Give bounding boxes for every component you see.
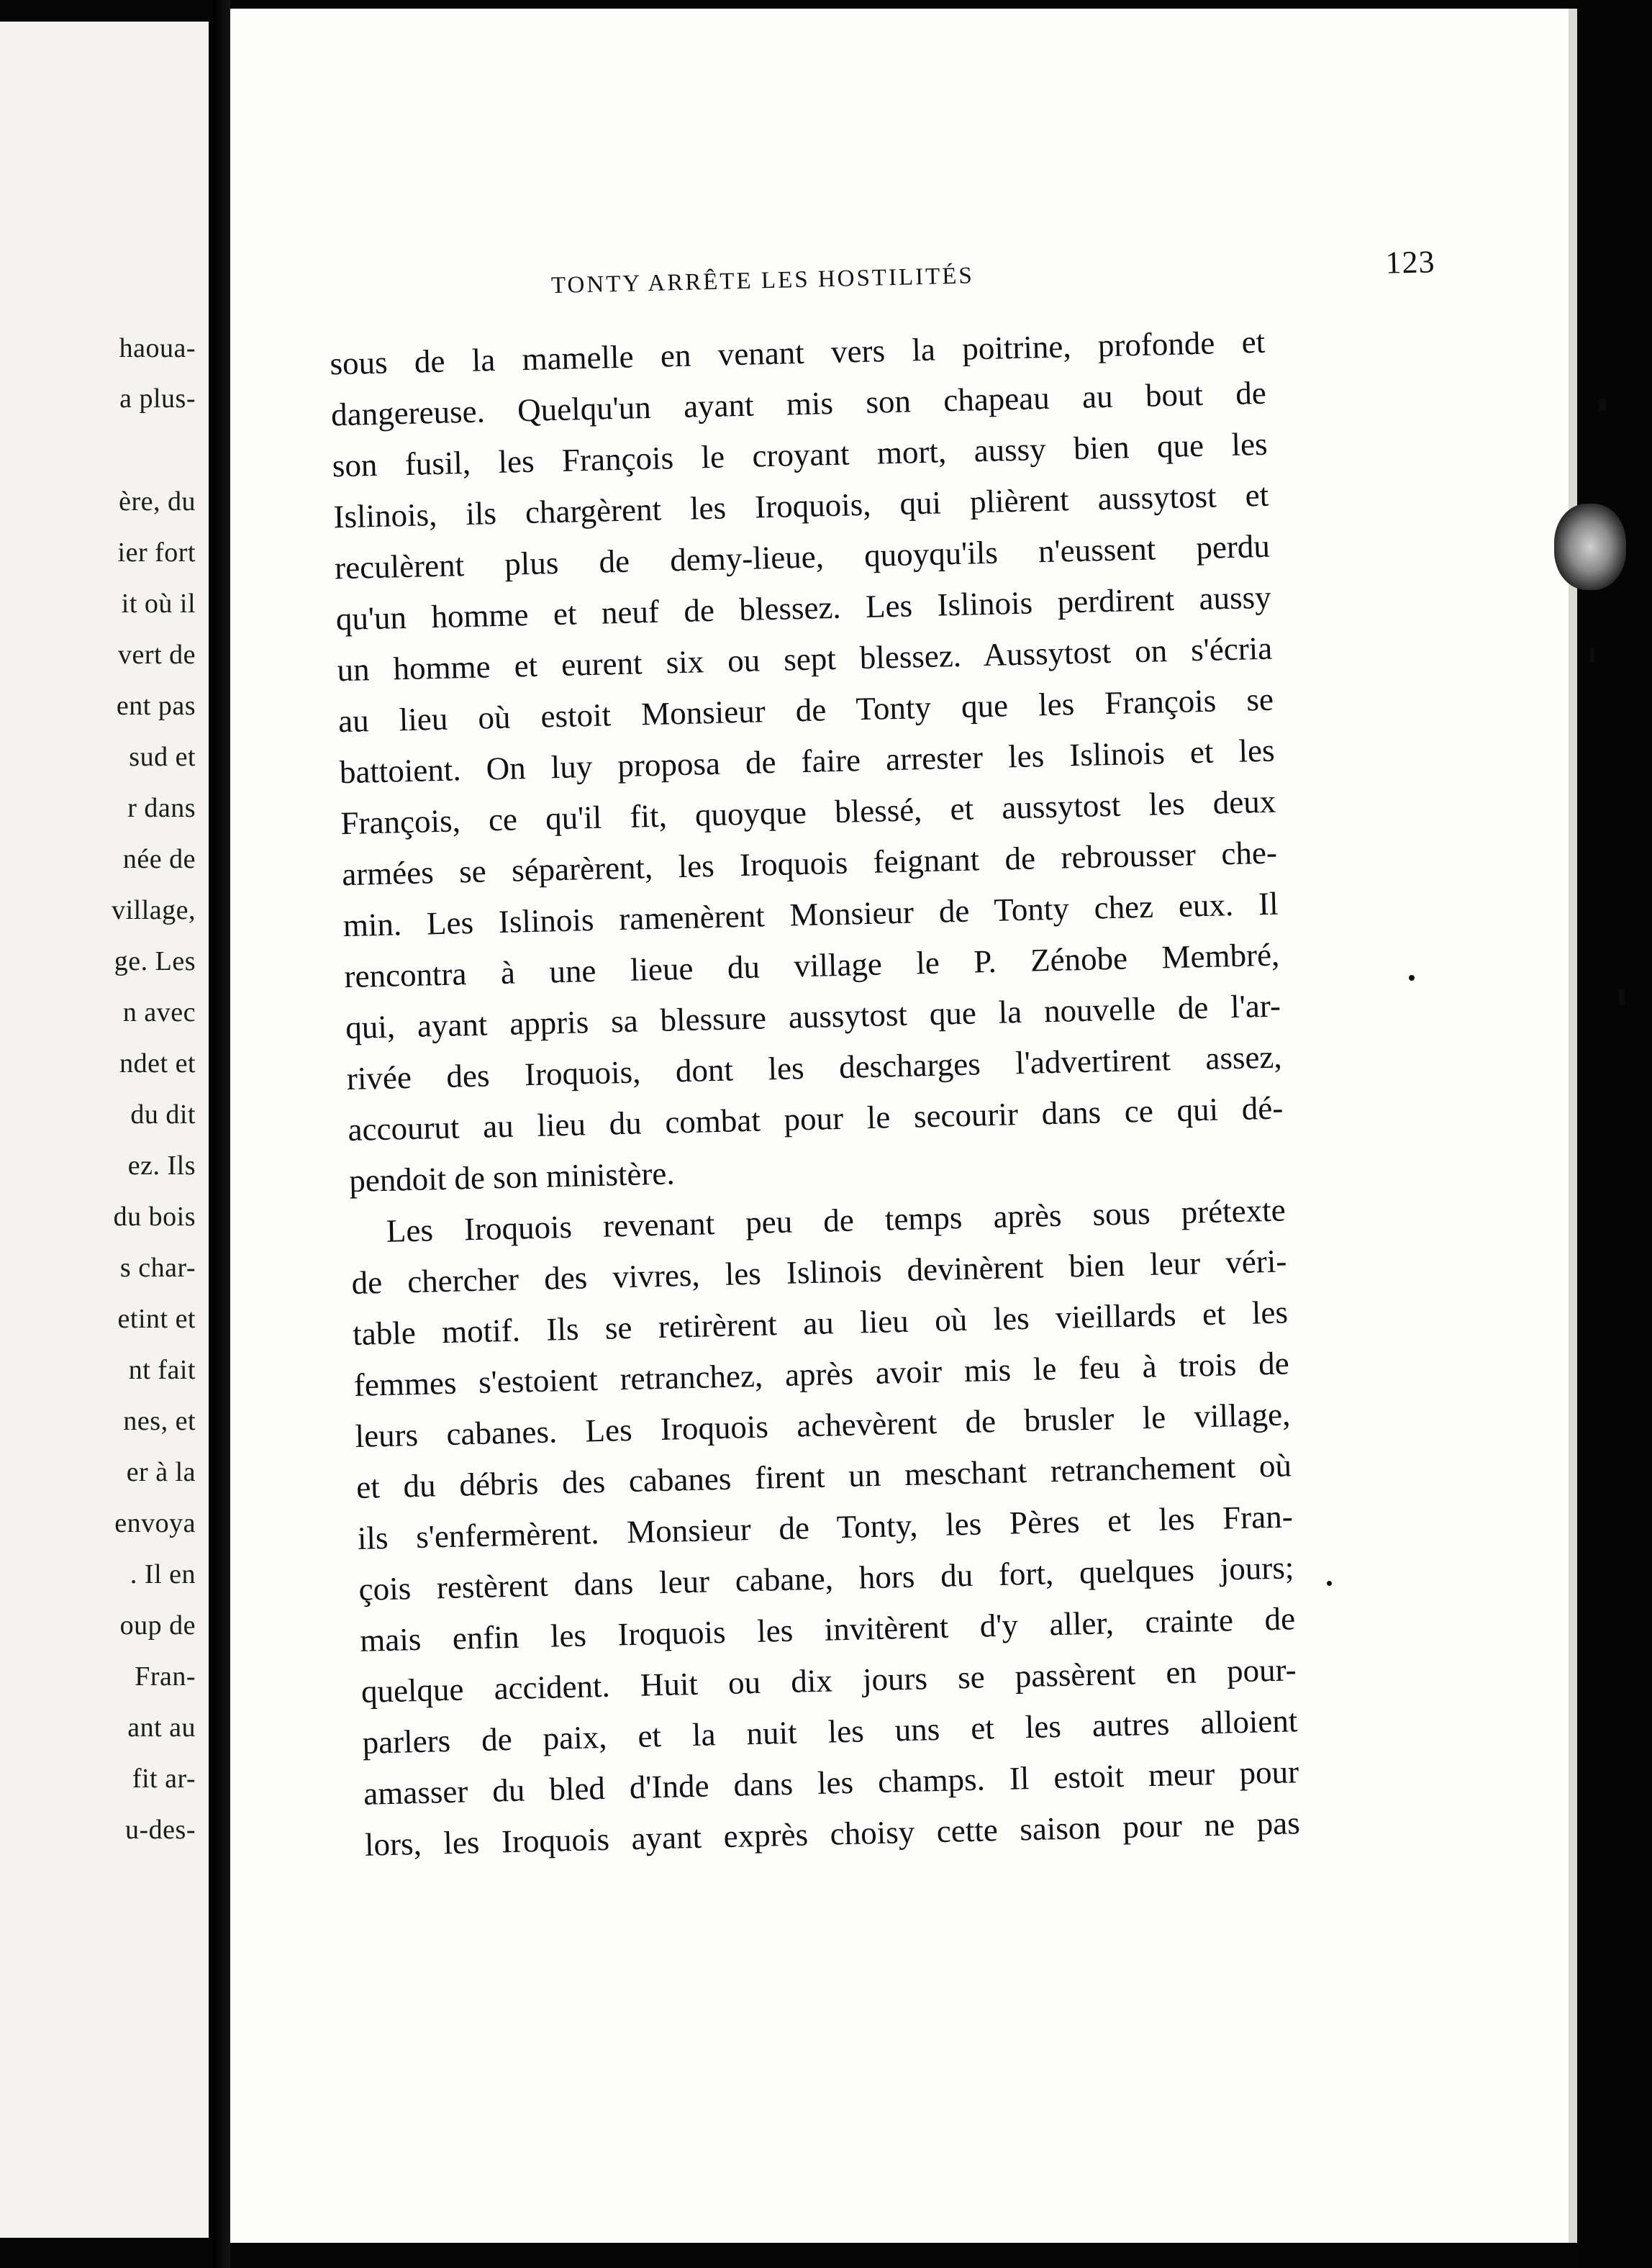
text-line: amasser du bled d'Inde dans les champs. Il estoit meur pour <box>363 1754 1299 1812</box>
facing-page-line: née de <box>122 844 196 874</box>
scan-mark <box>1619 989 1625 1005</box>
text-line: qu'un homme et neuf de blessez. Les Islinois perdirent aussy <box>335 579 1272 638</box>
facing-page-line: ier fort <box>117 537 196 568</box>
text-line: reculèrent plus de demy-lieue, quoyqu'ils n'eussent perdu <box>334 527 1271 586</box>
text-line: çois restèrent dans leur cabane, hors du fort, quelques jours; <box>358 1549 1294 1607</box>
facing-page-line: nt fait <box>128 1355 196 1385</box>
page-edge <box>1569 9 1577 2243</box>
facing-page-line: etint et <box>117 1304 196 1334</box>
text-line: Les Iroquois revenant peu de temps après sous prétexte <box>386 1192 1286 1249</box>
text-line: table motif. Ils se retirèrent au lieu où les vieillards et les <box>352 1294 1289 1353</box>
text-line: lors, les Iroquois ayant exprès choisy cette saison pour ne pas <box>364 1805 1301 1863</box>
text-line: parlers de paix, et la nuit les uns et les autres alloient <box>362 1702 1298 1761</box>
facing-page-line: ge. Les <box>114 946 196 976</box>
text-line: rivée des Iroquois, dont les descharges l'advertirent assez, <box>346 1038 1283 1097</box>
text-line: Islinois, ils chargèrent les Iroquois, qui plièrent aussytost et <box>332 476 1269 535</box>
ink-speck <box>1327 1581 1332 1586</box>
text-line: quelque accident. Huit ou dix jours se passèrent en pour- <box>360 1651 1297 1710</box>
text-line: min. Les Islinois ramenèrent Monsieur de Tonty chez eux. Il <box>342 885 1279 944</box>
text-line: rencontra à une lieue du village le P. Zénobe Membré, <box>343 936 1280 995</box>
text-line: François, ce qu'il fit, quoyque blessé, et aussytost les deux <box>340 783 1276 842</box>
facing-page-line: vert de <box>118 640 196 670</box>
text-line: et du débris des cabanes firent un meschant retranchement où <box>355 1447 1292 1505</box>
facing-page-line: Fran- <box>135 1661 196 1692</box>
facing-page-line: ez. Ils <box>127 1151 196 1181</box>
facing-page-line: ère, du <box>119 486 196 517</box>
text-line: qui, ayant appris sa blessure aussytost que la nouvelle de l'ar- <box>345 987 1281 1046</box>
facing-page-line: nes, et <box>123 1406 196 1436</box>
text-line: ils s'enfermèrent. Monsieur de Tonty, les Pères et les Fran- <box>357 1498 1294 1556</box>
facing-page-line: it où il <box>121 589 196 619</box>
text-line: sous de la mamelle en venant vers la poitrine, profonde et <box>329 323 1266 382</box>
page-number: 123 <box>1385 244 1436 281</box>
text-line: pendoit de son ministère. <box>348 1155 676 1199</box>
facing-page-line: du dit <box>130 1099 196 1130</box>
facing-page-line: fit ar- <box>132 1764 196 1794</box>
text-line: accourut au lieu du combat pour le secourir dans ce qui dé- <box>347 1089 1284 1148</box>
facing-page-line: a plus- <box>119 384 196 414</box>
facing-page-line: ent pas <box>116 691 196 721</box>
facing-page-line: . Il en <box>130 1559 196 1589</box>
facing-page-line: du bois <box>113 1202 196 1232</box>
scan-mark <box>1599 399 1606 411</box>
facing-page-line: envoya <box>114 1508 196 1538</box>
body-text <box>330 317 1301 1871</box>
text-line: de chercher des vivres, les Islinois devinèrent bien leur véri- <box>351 1243 1287 1302</box>
text-line: armées se séparèrent, les Iroquois feignant de rebrousser che- <box>341 834 1278 893</box>
facing-page-line: ant au <box>127 1713 196 1743</box>
ink-speck <box>1409 975 1415 981</box>
facing-page-line: s char- <box>119 1253 196 1283</box>
facing-page-line: village, <box>112 895 196 925</box>
book-page <box>230 9 1569 2243</box>
text-line: au lieu où estoit Monsieur de Tonty que les François se <box>337 681 1274 740</box>
facing-page-line: r dans <box>127 793 196 823</box>
scan-blot <box>1554 504 1626 590</box>
facing-page-line: ndet et <box>119 1048 196 1079</box>
text-line: mais enfin les Iroquois les invitèrent d'y aller, crainte de <box>359 1600 1296 1659</box>
page-content <box>206 0 1597 2258</box>
facing-page <box>0 22 209 2238</box>
facing-page-line: sud et <box>129 742 196 772</box>
text-line: battoient. On luy proposa de faire arrester les Islinois et les <box>339 732 1276 791</box>
facing-page-line: oup de <box>119 1610 196 1641</box>
scan-background <box>1577 0 1652 2268</box>
facing-page-line: haoua- <box>119 333 196 363</box>
text-line: leurs cabanes. Les Iroquois achevèrent de brusler le village, <box>355 1396 1291 1454</box>
scan-mark <box>1590 648 1594 662</box>
text-line: son fusil, les François le croyant mort, aussy bien que les <box>332 425 1268 484</box>
text-line: femmes s'estoient retranchez, après avoir mis le feu à trois de <box>353 1345 1290 1403</box>
text-line: dangereuse. Quelqu'un ayant mis son chapeau au bout de <box>330 374 1267 433</box>
facing-page-line: er à la <box>126 1457 196 1487</box>
facing-page-line: n avec <box>122 997 196 1028</box>
text-line: un homme et eurent six ou sept blessez. Aussytost on s'écria <box>336 630 1273 689</box>
running-head <box>550 244 1472 299</box>
facing-page-line: u-des- <box>125 1815 196 1845</box>
running-title: TONTY ARRÊTE LES HOSTILITÉS <box>550 263 975 299</box>
